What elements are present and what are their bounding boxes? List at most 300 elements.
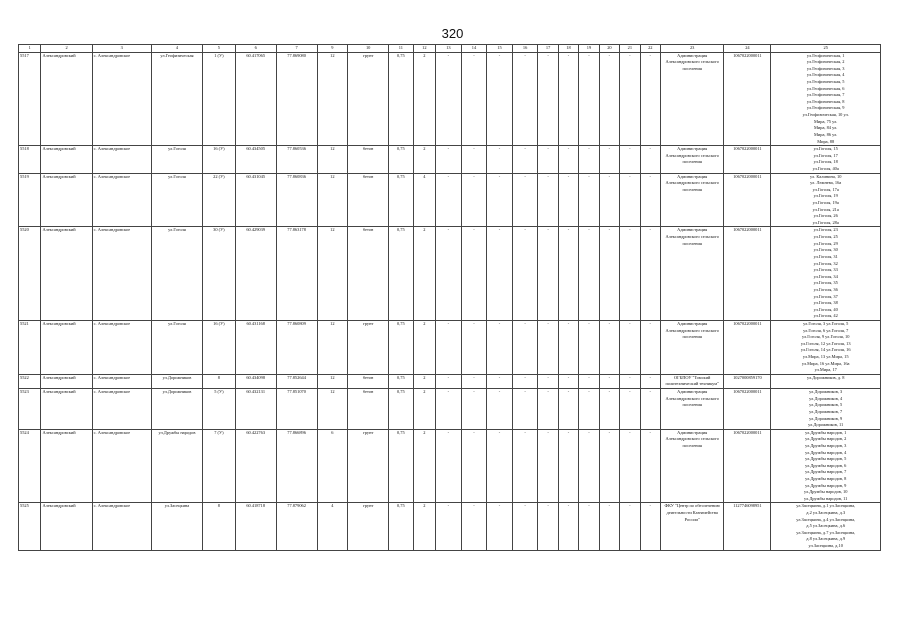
latitude-cell: 60.418718 xyxy=(235,503,276,550)
empty-cell: - xyxy=(436,227,462,321)
column-header: 23 xyxy=(660,45,723,53)
area-cell: 6 xyxy=(317,429,348,503)
served-address: ул.Гоголя, 25 xyxy=(813,234,838,240)
count-cell: 2 xyxy=(413,374,435,388)
empty-cell: - xyxy=(512,429,538,503)
served-address: ул.Гоголя, 12 ул.Гоголя, 13 xyxy=(800,340,851,346)
served-address: ул.Гоголя, 9 ул.Гоголя, 10 xyxy=(801,334,850,340)
count-cell: 2 xyxy=(413,52,435,146)
empty-cell: - xyxy=(512,320,538,374)
ogrn-cell: 1067022000011 xyxy=(724,429,771,503)
empty-cell: - xyxy=(620,146,640,173)
served-address: ул.Дорожников, 4 xyxy=(809,395,843,401)
served-addresses-cell xyxy=(771,173,881,227)
longitude-cell: 77.863178 xyxy=(276,227,317,321)
served-address: д.8 ул.Засецкина, д.9 xyxy=(806,536,846,542)
served-address: ул.Гоголя, 18 xyxy=(813,159,838,165)
table-row xyxy=(19,429,881,503)
empty-cell: - xyxy=(436,52,462,146)
latitude-cell: 60.422763 xyxy=(235,429,276,503)
column-header: 20 xyxy=(599,45,619,53)
empty-cell: - xyxy=(487,389,513,430)
served-address: ул.Дорожников, 9 xyxy=(809,415,843,421)
latitude-cell: 60.434098 xyxy=(235,374,276,388)
empty-cell: - xyxy=(620,389,640,430)
locality-cell: с. Александровское xyxy=(92,52,151,146)
row-id: 5521 xyxy=(19,320,41,374)
served-address: ул.Гоголя, 42 xyxy=(813,313,838,319)
served-address: ул.Дружбы народов, 1 xyxy=(805,429,847,435)
served-address: ул.Геофизическая, 5 xyxy=(806,79,845,85)
district-cell: Александровский xyxy=(41,320,92,374)
served-address: ул.Гоголя, 3 ул.Гоголя, 5 xyxy=(803,320,849,326)
empty-cell: - xyxy=(436,146,462,173)
served-address: ул.Геофизическая, 1 xyxy=(806,52,845,58)
empty-cell: - xyxy=(538,503,558,550)
header-row xyxy=(19,45,881,53)
area-cell: 12 xyxy=(317,389,348,430)
served-address: ул.Гоголя, 15 xyxy=(813,146,838,152)
empty-cell: - xyxy=(538,146,558,173)
served-address: ул.Гоголя, 14 ул.Гоголя, 16 xyxy=(800,347,851,353)
served-address: ул.Дорожников, 3 xyxy=(809,389,843,395)
longitude-cell: 77.860809 xyxy=(276,320,317,374)
empty-cell: - xyxy=(579,374,599,388)
served-address: ул.Геофизическая, 4 xyxy=(806,72,845,78)
table-row xyxy=(19,173,881,227)
house-cell: 8 xyxy=(203,374,236,388)
empty-cell: - xyxy=(512,227,538,321)
district-cell: Александровский xyxy=(41,503,92,550)
empty-cell: - xyxy=(558,173,578,227)
empty-cell: - xyxy=(640,503,660,550)
empty-cell: - xyxy=(538,320,558,374)
house-cell: 30 (У) xyxy=(203,227,236,321)
surface-cell: грунт xyxy=(348,429,389,503)
empty-cell: - xyxy=(620,320,640,374)
served-address: ул.Засецкина, д.1 ул.Засецкина, xyxy=(796,503,856,509)
street-cell: ул.Дорожников xyxy=(151,389,202,430)
empty-cell: - xyxy=(579,389,599,430)
served-address: Мира, 86 ул. xyxy=(814,131,838,137)
served-address: ул.Дорожников, 7 xyxy=(809,408,843,414)
house-cell: 16 (У) xyxy=(203,320,236,374)
served-address: д.2 ул.Засецкина, д.3 xyxy=(806,510,846,516)
served-address: Мира, 88 xyxy=(817,138,835,144)
street-cell: ул.Дорожников xyxy=(151,374,202,388)
served-address: ул.Гоголя, 40а xyxy=(812,165,839,171)
count-cell: 2 xyxy=(413,429,435,503)
street-cell: ул.Дружбы народов xyxy=(151,429,202,503)
volume-cell: 0,75 xyxy=(389,374,414,388)
empty-cell: - xyxy=(512,173,538,227)
volume-cell: 0,75 xyxy=(389,389,414,430)
register-table xyxy=(18,44,881,551)
served-address: ул.Гоголя, 34 xyxy=(813,273,838,279)
column-header: 2 xyxy=(41,45,92,53)
empty-cell: - xyxy=(640,374,660,388)
longitude-cell: 77.869080 xyxy=(276,52,317,146)
empty-cell: - xyxy=(487,173,513,227)
ogrn-cell: 1067022000011 xyxy=(724,146,771,173)
empty-cell: - xyxy=(640,52,660,146)
served-address: ул.Гоголя, 23 xyxy=(813,227,838,233)
surface-cell: грунт xyxy=(348,320,389,374)
served-address: ул.Гоголя, 6 ул.Гоголя, 7 xyxy=(803,327,849,333)
locality-cell: с. Александровское xyxy=(92,429,151,503)
served-address: ул.Гоголя, 32 xyxy=(813,260,838,266)
column-header: 24 xyxy=(724,45,771,53)
empty-cell: - xyxy=(599,374,619,388)
longitude-cell: 77.851070 xyxy=(276,389,317,430)
district-cell: Александровский xyxy=(41,227,92,321)
ogrn-cell: 1127746098951 xyxy=(724,503,771,550)
empty-cell: - xyxy=(599,173,619,227)
empty-cell: - xyxy=(461,173,487,227)
empty-cell: - xyxy=(436,389,462,430)
empty-cell: - xyxy=(599,52,619,146)
table-row xyxy=(19,374,881,388)
served-address: Мира, 84 ул. xyxy=(814,125,838,131)
column-header: 7 xyxy=(276,45,317,53)
served-addresses-cell xyxy=(771,320,881,374)
owner-cell: Администрация Александровского сельского поселения xyxy=(660,320,723,374)
column-header: 18 xyxy=(558,45,578,53)
empty-cell: - xyxy=(512,503,538,550)
volume-cell: 0,75 xyxy=(389,320,414,374)
served-address: ул.Дружбы народов, 2 xyxy=(805,436,847,442)
ogrn-cell: 1067022000011 xyxy=(724,227,771,321)
owner-cell: ОГБПОУ "Томский политехнический техникум" xyxy=(660,374,723,388)
served-address: ул.Гоголя, 40 xyxy=(813,306,838,312)
owner-cell: Администрация Александровского сельского поселения xyxy=(660,389,723,430)
empty-cell: - xyxy=(487,146,513,173)
served-addresses-cell xyxy=(771,227,881,321)
table-row xyxy=(19,227,881,321)
column-header: 5 xyxy=(203,45,236,53)
empty-cell: - xyxy=(599,503,619,550)
locality-cell: с. Александровское xyxy=(92,389,151,430)
column-header: 21 xyxy=(620,45,640,53)
empty-cell: - xyxy=(579,52,599,146)
served-address: ул.Мира, 13 ул.Мира, 15 xyxy=(802,354,849,360)
served-address: ул.Мира, 16 ул.Мира, 16а xyxy=(801,360,850,366)
surface-cell: грунт xyxy=(348,52,389,146)
served-address: ул.Засецкина, д.4 ул.Засецкина, xyxy=(796,516,856,522)
column-header: 10 xyxy=(348,45,389,53)
latitude-cell: 60.434505 xyxy=(235,146,276,173)
ogrn-cell: 1067022000011 xyxy=(724,173,771,227)
empty-cell: - xyxy=(436,320,462,374)
empty-cell: - xyxy=(512,146,538,173)
served-addresses-cell xyxy=(771,503,881,550)
empty-cell: - xyxy=(620,173,640,227)
empty-cell: - xyxy=(461,227,487,321)
empty-cell: - xyxy=(640,146,660,173)
area-cell: 12 xyxy=(317,146,348,173)
empty-cell: - xyxy=(461,429,487,503)
row-id: 5518 xyxy=(19,146,41,173)
served-address: ул.Геофизическая, 6 xyxy=(806,85,845,91)
latitude-cell: 60.429039 xyxy=(235,227,276,321)
served-address: ул.Дружбы народов, 6 xyxy=(805,462,847,468)
served-address: ул.Геофизическая, 9 xyxy=(806,105,845,111)
surface-cell: бетон xyxy=(348,374,389,388)
served-address: ул.Гоголя, 31 xyxy=(813,253,838,259)
column-header: 22 xyxy=(640,45,660,53)
empty-cell: - xyxy=(620,374,640,388)
empty-cell: - xyxy=(579,429,599,503)
house-cell: 1 (У) xyxy=(203,52,236,146)
empty-cell: - xyxy=(461,389,487,430)
served-address: ул.Гоголя, 19 xyxy=(813,193,838,199)
served-address: ул.Геофизическая, 7 xyxy=(806,92,845,98)
served-address: ул.Гоголя, 35 xyxy=(813,280,838,286)
empty-cell: - xyxy=(538,389,558,430)
row-id: 5522 xyxy=(19,374,41,388)
district-cell: Александровский xyxy=(41,374,92,388)
served-address: ул.Дорожников, 5 xyxy=(809,402,843,408)
served-addresses-cell xyxy=(771,389,881,430)
empty-cell: - xyxy=(599,146,619,173)
page-number: 320 xyxy=(441,26,464,41)
served-address: д.5 ул.Засецкина, д.6 xyxy=(806,523,846,529)
street-cell: ул.Гоголя xyxy=(151,146,202,173)
served-address: ул.Гоголя, 17 xyxy=(813,152,838,158)
column-header: 16 xyxy=(512,45,538,53)
district-cell: Александровский xyxy=(41,52,92,146)
served-address: ул.Гоголя, 38 xyxy=(813,300,838,306)
empty-cell: - xyxy=(558,389,578,430)
district-cell: Александровский xyxy=(41,173,92,227)
empty-cell: - xyxy=(558,52,578,146)
ogrn-cell: 1067022000011 xyxy=(724,52,771,146)
empty-cell: - xyxy=(538,227,558,321)
empty-cell: - xyxy=(558,146,578,173)
count-cell: 2 xyxy=(413,146,435,173)
volume-cell: 0,75 xyxy=(389,429,414,503)
column-header: 6 xyxy=(235,45,276,53)
empty-cell: - xyxy=(599,429,619,503)
volume-cell: 0,75 xyxy=(389,173,414,227)
empty-cell: - xyxy=(487,320,513,374)
served-addresses-cell xyxy=(771,429,881,503)
owner-cell: Администрация Александровского сельского поселения xyxy=(660,146,723,173)
served-address: ул.Дружбы народов, 8 xyxy=(805,476,847,481)
volume-cell: 0,75 xyxy=(389,146,414,173)
column-header: 12 xyxy=(413,45,435,53)
column-header: 25 xyxy=(771,45,881,53)
served-address: ул.Геофизическая, 10 ул. xyxy=(802,112,849,118)
count-cell: 2 xyxy=(413,503,435,550)
empty-cell: - xyxy=(436,503,462,550)
longitude-cell: 77.860536 xyxy=(276,146,317,173)
row-id: 5517 xyxy=(19,52,41,146)
latitude-cell: 60.431168 xyxy=(235,320,276,374)
empty-cell: - xyxy=(461,503,487,550)
empty-cell: - xyxy=(599,320,619,374)
empty-cell: - xyxy=(538,173,558,227)
served-address: ул.Гоголя, 33 xyxy=(813,267,838,273)
table-row xyxy=(19,389,881,430)
district-cell: Александровский xyxy=(41,146,92,173)
served-address: ул.Гоголя, 17а xyxy=(812,186,839,192)
area-cell: 12 xyxy=(317,173,348,227)
empty-cell: - xyxy=(461,320,487,374)
volume-cell: 0,75 xyxy=(389,52,414,146)
street-cell: ул.Гоголя xyxy=(151,173,202,227)
empty-cell: - xyxy=(538,52,558,146)
street-cell: ул.Гоголя xyxy=(151,227,202,321)
served-address: ул.Дружбы народов, 9 xyxy=(805,482,847,488)
ogrn-cell: 1067022000011 xyxy=(724,320,771,374)
locality-cell: с. Александровское xyxy=(92,227,151,321)
empty-cell: - xyxy=(487,374,513,388)
house-cell: 7 (У) xyxy=(203,429,236,503)
empty-cell: - xyxy=(579,227,599,321)
served-address: ул.Гоголя, 30 xyxy=(813,247,838,253)
row-id: 5519 xyxy=(19,173,41,227)
count-cell: 4 xyxy=(413,173,435,227)
latitude-cell: 60.417065 xyxy=(235,52,276,146)
served-addresses-cell xyxy=(771,52,881,146)
longitude-cell: 77.879062 xyxy=(276,503,317,550)
column-header: 11 xyxy=(389,45,414,53)
empty-cell: - xyxy=(620,429,640,503)
table-row xyxy=(19,503,881,550)
locality-cell: с. Александровское xyxy=(92,320,151,374)
count-cell: 2 xyxy=(413,320,435,374)
street-cell: ул.Геофизическая xyxy=(151,52,202,146)
table-row xyxy=(19,146,881,173)
served-address: ул.Дружбы народов, 11 xyxy=(804,495,848,501)
column-header: 13 xyxy=(436,45,462,53)
empty-cell: - xyxy=(579,173,599,227)
locality-cell: с. Александровское xyxy=(92,374,151,388)
longitude-cell: 77.866896 xyxy=(276,429,317,503)
served-addresses-cell xyxy=(771,374,881,388)
area-cell: 4 xyxy=(317,503,348,550)
served-address: ул.Дружбы народов, 4 xyxy=(805,449,847,455)
empty-cell: - xyxy=(599,227,619,321)
empty-cell: - xyxy=(558,374,578,388)
locality-cell: с. Александровское xyxy=(92,146,151,173)
empty-cell: - xyxy=(579,503,599,550)
served-address: ул.Геофизическая, 2 xyxy=(806,59,845,65)
served-address: ул.Гоголя, 28а xyxy=(812,219,839,225)
area-cell: 12 xyxy=(317,374,348,388)
empty-cell: - xyxy=(512,374,538,388)
column-header: 19 xyxy=(579,45,599,53)
served-address: ул.Гоголя, 29 xyxy=(813,240,838,246)
column-header: 9 xyxy=(317,45,348,53)
surface-cell: бетон xyxy=(348,146,389,173)
empty-cell: - xyxy=(512,389,538,430)
served-address: ул.Геофизическая, 8 xyxy=(806,98,845,104)
empty-cell: - xyxy=(620,52,640,146)
empty-cell: - xyxy=(487,503,513,550)
empty-cell: - xyxy=(579,320,599,374)
owner-cell: Администрация Александровского сельского поселения xyxy=(660,52,723,146)
empty-cell: - xyxy=(640,173,660,227)
owner-cell: Администрация Александровского сельского поселения xyxy=(660,227,723,321)
district-cell: Александровский xyxy=(41,429,92,503)
house-cell: 8 xyxy=(203,503,236,550)
owner-cell: Администрация Александровского сельского поселения xyxy=(660,429,723,503)
volume-cell: 0,75 xyxy=(389,227,414,321)
empty-cell: - xyxy=(538,374,558,388)
served-address: ул.Гоголя, 37 xyxy=(813,293,838,299)
owner-cell: ФКУ "Центр по обеспечению деятельности Казначейства России" xyxy=(660,503,723,550)
owner-cell: Администрация Александровского сельского поселения xyxy=(660,173,723,227)
served-address: ул. Калинина, 10 xyxy=(810,173,842,179)
house-cell: 5 (У) xyxy=(203,389,236,430)
surface-cell: бетон xyxy=(348,227,389,321)
empty-cell: - xyxy=(620,503,640,550)
served-address: ул.Дружбы народов, 10 xyxy=(803,489,848,495)
column-header: 17 xyxy=(538,45,558,53)
empty-cell: - xyxy=(640,320,660,374)
served-address: Мира, 75 ул. xyxy=(814,118,838,124)
empty-cell: - xyxy=(512,52,538,146)
empty-cell: - xyxy=(579,146,599,173)
latitude-cell: 60.432131 xyxy=(235,389,276,430)
empty-cell: - xyxy=(640,429,660,503)
empty-cell: - xyxy=(538,429,558,503)
column-header: 3 xyxy=(92,45,151,53)
table-row xyxy=(19,52,881,146)
served-address: ул.Мира, 17 xyxy=(814,367,837,373)
table-row xyxy=(19,320,881,374)
empty-cell: - xyxy=(558,429,578,503)
served-address: ул.Гоголя, 36 xyxy=(813,286,838,292)
column-header: 1 xyxy=(19,45,41,53)
surface-cell: бетон xyxy=(348,173,389,227)
street-cell: ул.Гоголя xyxy=(151,320,202,374)
empty-cell: - xyxy=(487,227,513,321)
ogrn-cell: 1067022000011 xyxy=(724,389,771,430)
column-header: 14 xyxy=(461,45,487,53)
longitude-cell: 77.852644 xyxy=(276,374,317,388)
empty-cell: - xyxy=(487,52,513,146)
served-address: ул.Геофизическая, 3 xyxy=(806,65,845,71)
empty-cell: - xyxy=(461,52,487,146)
row-id: 5523 xyxy=(19,389,41,430)
empty-cell: - xyxy=(558,320,578,374)
column-header: 15 xyxy=(487,45,513,53)
empty-cell: - xyxy=(599,389,619,430)
volume-cell: 0,75 xyxy=(389,503,414,550)
locality-cell: с. Александровское xyxy=(92,173,151,227)
served-address: ул.Дорожников, 11 xyxy=(808,422,844,428)
count-cell: 2 xyxy=(413,389,435,430)
column-header: 4 xyxy=(151,45,202,53)
served-address: ул.Гоголя, 19а xyxy=(812,200,839,206)
surface-cell: бетон xyxy=(348,389,389,430)
count-cell: 2 xyxy=(413,227,435,321)
surface-cell: грунт xyxy=(348,503,389,550)
area-cell: 12 xyxy=(317,320,348,374)
served-address: ул.Засецкина, д.10 xyxy=(808,543,843,549)
row-id: 5524 xyxy=(19,429,41,503)
empty-cell: - xyxy=(620,227,640,321)
served-address: ул.Дружбы народов, 5 xyxy=(805,456,847,462)
locality-cell: с. Александровское xyxy=(92,503,151,550)
area-cell: 12 xyxy=(317,52,348,146)
served-address: ул.Дружбы народов, 3 xyxy=(805,442,847,448)
empty-cell: - xyxy=(461,374,487,388)
area-cell: 12 xyxy=(317,227,348,321)
